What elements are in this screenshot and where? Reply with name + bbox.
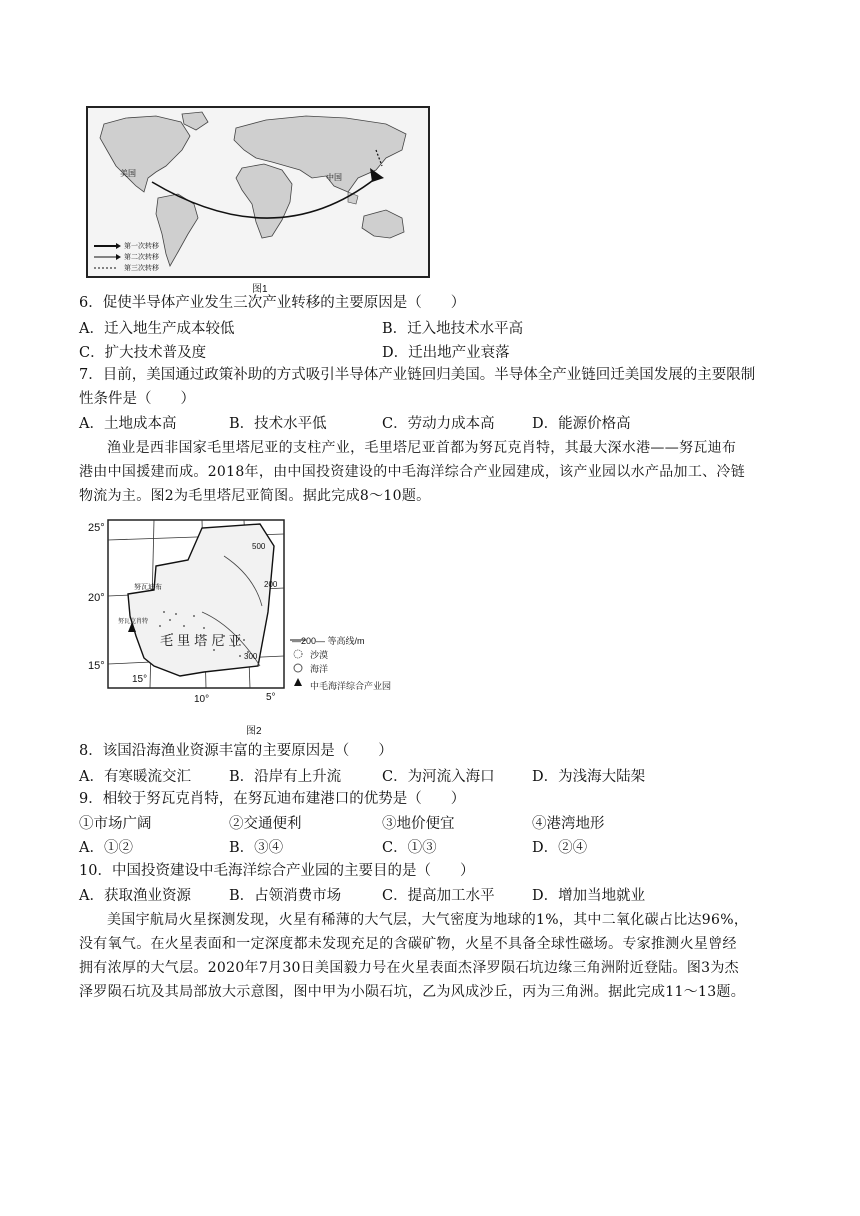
q7-option-a: A．土地成本高 xyxy=(79,416,177,432)
q10-option-d: D．增加当地就业 xyxy=(532,888,646,904)
passage-3-line2: 没有氧气。在火星表面和一定深度都未发现充足的含碳矿物，火星不具备全球性磁场。专家推测火星曾经 xyxy=(79,936,737,952)
passage-3-line3: 拥有浓厚的大气层。2020年7月30日美国毅力号在火星表面杰泽罗陨石坑边缘三角洲附近登陆。图3为杰 xyxy=(79,960,739,976)
legend-ocean: 海洋 xyxy=(310,664,329,674)
q7-option-d: D．能源价格高 xyxy=(532,416,631,432)
q10-option-c: C．提高加工水平 xyxy=(382,888,495,904)
contour-label-200: 200 xyxy=(264,580,278,589)
question-8-stem: 8．该国沿海渔业资源丰富的主要原因是（ ） xyxy=(79,743,393,759)
lat-label-25: 25° xyxy=(88,522,105,534)
question-7-stem-line2: 性条件是（ ） xyxy=(79,391,195,407)
figure-2-mauritania-map xyxy=(84,516,464,712)
lat-label-15: 15° xyxy=(88,660,105,672)
passage-3-line4: 泽罗陨石坑及其局部放大示意图，图中甲为小陨石坑，乙为风成沙丘，丙为三角洲。据此完成11～13题。 xyxy=(79,984,746,1000)
q6-option-a: A．迁入地生产成本较低 xyxy=(79,321,235,337)
lat-label-20: 20° xyxy=(88,592,105,604)
contour-label-500: 500 xyxy=(252,542,266,551)
q7-option-c: C．劳动力成本高 xyxy=(382,416,495,432)
question-7-stem-line1: 7．目前，美国通过政策补助的方式吸引半导体产业链回归美国。半导体全产业链回迁美国发展的主要限制 xyxy=(79,367,756,383)
q9-item-3: ③地价便宜 xyxy=(382,816,455,832)
q9-item-4: ④港湾地形 xyxy=(532,816,605,832)
passage-2-line1: 渔业是西非国家毛里塔尼亚的支柱产业，毛里塔尼亚首都为努瓦克肖特，其最大深水港——努瓦迪布 xyxy=(107,440,737,456)
figure-1-world-map xyxy=(86,106,430,278)
legend-first-transfer: 第一次转移 xyxy=(124,243,159,250)
label-china: 中国 xyxy=(326,173,342,182)
q6-option-b: B．迁入地技术水平高 xyxy=(382,321,524,337)
place-nouadhibou: 努瓦迪布 xyxy=(134,584,162,591)
country-label: 毛 里 塔 尼 亚 xyxy=(160,634,242,649)
question-10-stem: 10．中国投资建设中毛海洋综合产业园的主要目的是（ ） xyxy=(79,863,475,879)
figure-2-caption: 图2 xyxy=(246,726,262,737)
label-usa: 美国 xyxy=(120,169,136,178)
q8-option-d: D．为浅海大陆架 xyxy=(532,769,646,785)
q8-option-c: C．为河流入海口 xyxy=(382,769,495,785)
q9-item-1: ①市场广阔 xyxy=(79,816,152,832)
passage-3-line1: 美国宇航局火星探测发现，火星有稀薄的大气层，大气密度为地球的1%，其中二氧化碳占比达96%， xyxy=(107,912,749,928)
passage-2-line2: 港由中国援建而成。2018年，由中国投资建设的中毛海洋综合产业园建成，该产业园以水产品加工、冷链 xyxy=(79,464,746,480)
legend-contour: —200— 等高线/m xyxy=(292,636,365,646)
legend-desert: 沙漠 xyxy=(310,650,329,660)
q7-option-b: B．技术水平低 xyxy=(229,416,327,432)
q9-option-d: D．②④ xyxy=(532,840,588,856)
legend-second-transfer: 第二次转移 xyxy=(124,254,159,261)
q8-option-a: A．有寒暖流交汇 xyxy=(79,769,191,785)
q9-item-2: ②交通便利 xyxy=(229,816,302,832)
q10-option-b: B．占领消费市场 xyxy=(229,888,342,904)
question-9-stem: 9．相较于努瓦克肖特，在努瓦迪布建港口的优势是（ ） xyxy=(79,791,466,807)
q8-option-b: B．沿岸有上升流 xyxy=(229,769,342,785)
q9-option-b: B．③④ xyxy=(229,840,284,856)
lon-label-5: 5° xyxy=(266,692,276,703)
q6-option-c: C．扩大技术普及度 xyxy=(79,345,207,361)
figure-1-caption: 图1 xyxy=(252,284,268,295)
passage-2-line3: 物流为主。图2为毛里塔尼亚简图。据此完成8～10题。 xyxy=(79,488,431,504)
place-nouakchott: 努瓦克肖特 xyxy=(118,619,149,625)
lon-label-15: 15° xyxy=(132,674,148,685)
q9-option-c: C．①③ xyxy=(382,840,437,856)
contour-label-300: 300 xyxy=(244,652,258,661)
q10-option-a: A．获取渔业资源 xyxy=(79,888,191,904)
legend-industrial-park: 中毛海洋综合产业园 xyxy=(310,681,392,691)
q6-option-d: D．迁出地产业衰落 xyxy=(382,345,510,361)
question-6-stem: 6．促使半导体产业发生三次产业转移的主要原因是（ ） xyxy=(79,295,466,311)
q9-option-a: A．①② xyxy=(79,840,133,856)
lon-label-10: 10° xyxy=(194,694,210,705)
legend-third-transfer: 第三次转移 xyxy=(124,265,159,272)
